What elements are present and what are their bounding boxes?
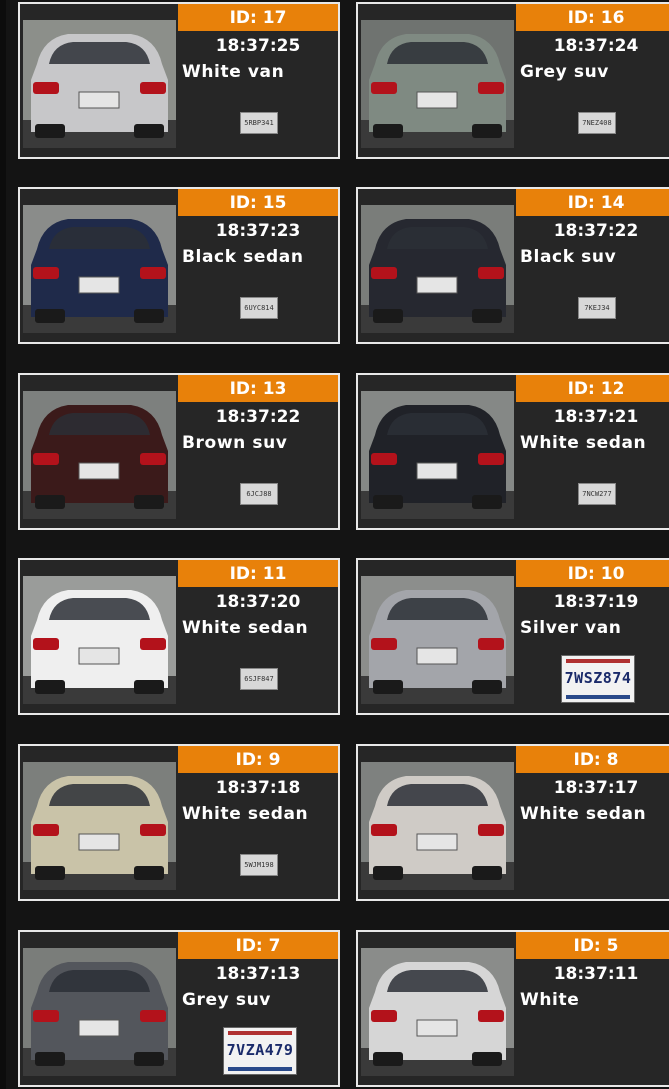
detection-timestamp: 18:37:19 [553,592,639,612]
license-plate-crop: 7KEJ34 [578,297,616,319]
car-rear-icon [23,391,176,519]
vehicle-description: Grey suv [182,990,271,1010]
vehicle-photo [361,576,514,704]
license-plate-crop: 5WJM198 [240,854,278,876]
license-plate-crop: 5RBP341 [240,112,278,134]
vehicle-description: White sedan [520,804,647,824]
vehicle-id-label: ID: 15 [178,189,338,216]
license-plate-crop: 6UYC814 [240,297,278,319]
vehicle-photo [23,20,176,148]
vehicle-card[interactable] [356,373,669,530]
car-rear-icon [361,762,514,890]
vehicle-description: White [520,990,580,1010]
license-plate-crop: 7NCW277 [578,483,616,505]
license-plate-crop: 7NEZ408 [578,112,616,134]
car-rear-icon [361,205,514,333]
vehicle-id-label: ID: 10 [516,560,669,587]
vehicle-photo [361,20,514,148]
vehicle-description: Black suv [520,247,617,267]
vehicle-card[interactable] [356,744,669,901]
license-plate-crop: 7VZA479 [223,1027,297,1075]
vehicle-id-label: ID: 17 [178,4,338,31]
car-rear-icon [23,948,176,1076]
vehicle-photo [23,762,176,890]
vehicle-description: Black sedan [182,247,304,267]
vehicle-card[interactable] [18,373,340,530]
license-plate-crop: 6SJF847 [240,668,278,690]
car-rear-icon [361,576,514,704]
car-rear-icon [23,205,176,333]
vehicle-description: Silver van [520,618,622,638]
car-rear-icon [23,762,176,890]
vehicle-id-label: ID: 11 [178,560,338,587]
detection-timestamp: 18:37:21 [553,407,639,427]
vehicle-card[interactable] [18,2,340,159]
vehicle-id-label: ID: 12 [516,375,669,402]
vehicle-card[interactable] [356,930,669,1087]
car-rear-icon [361,391,514,519]
detection-timestamp: 18:37:24 [553,36,639,56]
vehicle-description: Grey suv [520,62,609,82]
vehicle-card[interactable] [356,558,669,715]
vehicle-id-label: ID: 8 [516,746,669,773]
left-edge-strip [0,0,6,1089]
vehicle-id-label: ID: 14 [516,189,669,216]
vehicle-card[interactable] [18,744,340,901]
vehicle-id-label: ID: 13 [178,375,338,402]
car-rear-icon [23,576,176,704]
vehicle-photo [361,948,514,1076]
car-rear-icon [361,948,514,1076]
vehicle-card[interactable] [356,187,669,344]
vehicle-photo [23,948,176,1076]
car-rear-icon [23,20,176,148]
car-rear-icon [361,20,514,148]
vehicle-photo [361,762,514,890]
vehicle-id-label: ID: 9 [178,746,338,773]
vehicle-card[interactable] [18,930,340,1087]
vehicle-description: White sedan [182,804,309,824]
detection-timestamp: 18:37:17 [553,778,639,798]
vehicle-card[interactable] [356,2,669,159]
detection-timestamp: 18:37:22 [553,221,639,241]
detection-timestamp: 18:37:11 [553,964,639,984]
vehicle-card[interactable] [18,558,340,715]
vehicle-card[interactable] [18,187,340,344]
detection-timestamp: 18:37:23 [215,221,301,241]
vehicle-photo [361,391,514,519]
vehicle-photo [23,391,176,519]
license-plate-crop: 6JCJ88 [240,483,278,505]
detection-timestamp: 18:37:18 [215,778,301,798]
detection-timestamp: 18:37:22 [215,407,301,427]
license-plate-crop: 7WSZ874 [561,655,635,703]
vehicle-id-label: ID: 16 [516,4,669,31]
vehicle-id-label: ID: 7 [178,932,338,959]
vehicle-photo [361,205,514,333]
vehicle-photo [23,205,176,333]
vehicle-photo [23,576,176,704]
vehicle-description: White van [182,62,285,82]
detection-timestamp: 18:37:13 [215,964,301,984]
vehicle-description: White sedan [182,618,309,638]
vehicle-description: White sedan [520,433,647,453]
detection-timestamp: 18:37:20 [215,592,301,612]
detection-timestamp: 18:37:25 [215,36,301,56]
vehicle-id-label: ID: 5 [516,932,669,959]
vehicle-description: Brown suv [182,433,288,453]
